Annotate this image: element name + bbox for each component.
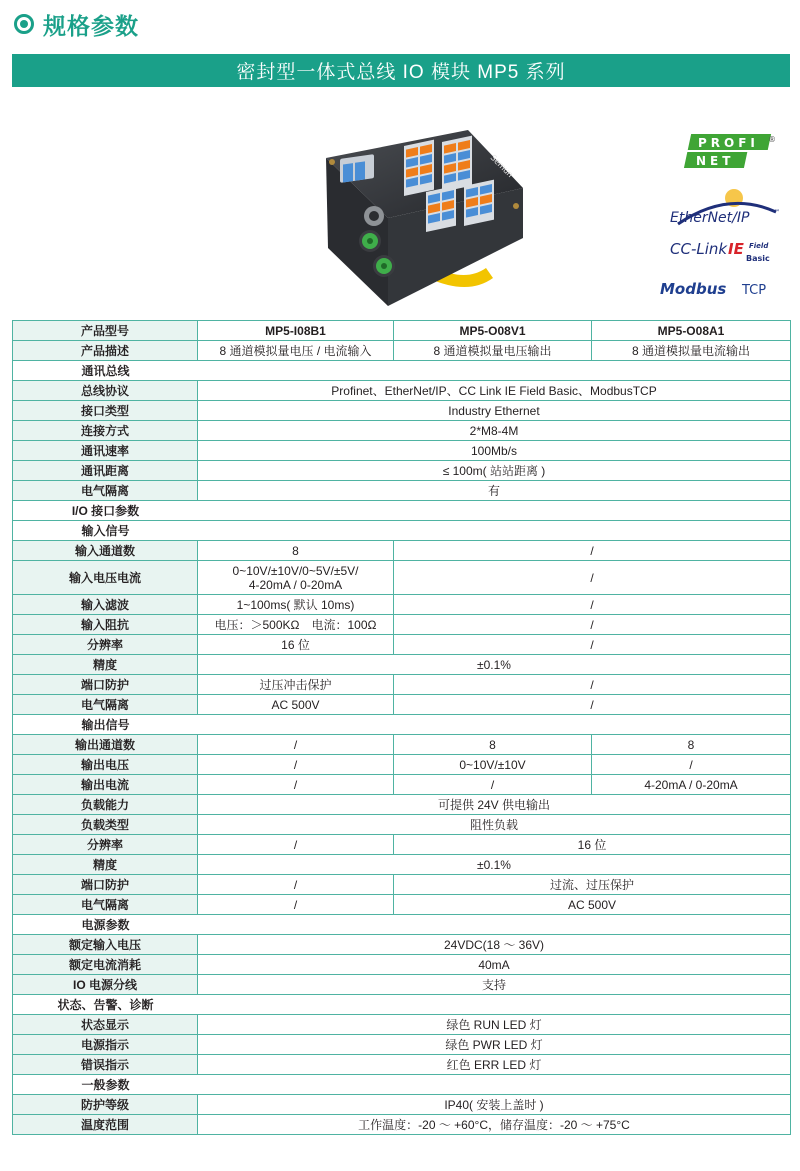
table-row	[13, 735, 791, 755]
section-title: 状态、告警、诊断	[57, 997, 154, 1012]
row-label: 产品描述	[13, 341, 198, 361]
row-label: 精度	[13, 855, 198, 875]
table-row	[13, 401, 791, 421]
value-cell: Industry Ethernet	[198, 401, 791, 421]
row-label: 负载类型	[13, 815, 198, 835]
profinet-logo	[684, 134, 776, 168]
row-label: 精度	[13, 655, 198, 675]
row-label: 额定电流消耗	[13, 955, 198, 975]
section-title: I/O 接口参数	[71, 503, 140, 518]
table-row	[13, 855, 791, 875]
section-title: 输入信号	[81, 523, 130, 538]
row-label: 通讯速率	[13, 441, 198, 461]
row-label: IO 电源分线	[13, 975, 198, 995]
row-label: 温度范围	[13, 1115, 198, 1135]
table-row	[13, 675, 791, 695]
row-label: 通讯距离	[13, 461, 198, 481]
table-row	[13, 935, 791, 955]
device-brand-text: Semun	[488, 153, 515, 180]
value-cell: 24VDC(18 ～ 36V)	[198, 935, 791, 955]
value-cell: /	[198, 735, 394, 755]
table-row	[13, 755, 791, 775]
table-row	[13, 655, 791, 675]
value-line: 0~10V/±10V/0~5V/±5V/	[232, 563, 359, 578]
section-row	[13, 1075, 791, 1095]
table-row	[13, 875, 791, 895]
value-cell: /	[394, 595, 791, 615]
section-title: 一般参数	[81, 1077, 130, 1092]
table-row	[13, 341, 791, 361]
table-row	[13, 1015, 791, 1035]
value-cell: ±0.1%	[198, 855, 791, 875]
row-label: 输入通道数	[13, 541, 198, 561]
row-label: 分辨率	[13, 835, 198, 855]
row-label: 产品型号	[13, 321, 198, 341]
cclink-logo	[670, 240, 770, 263]
value-cell: 16 位	[198, 635, 394, 655]
value-cell: /	[198, 895, 394, 915]
value-cell: 8	[592, 735, 791, 755]
row-label: 端口防护	[13, 675, 198, 695]
row-label: 输入电压电流	[13, 561, 198, 595]
cclink-basic-text: Basic	[746, 254, 770, 263]
table-row	[13, 1035, 791, 1055]
section-title: 输出信号	[81, 717, 130, 732]
row-label: 防护等级	[13, 1095, 198, 1115]
value-cell: 100Mb/s	[198, 441, 791, 461]
value-cell: /	[394, 775, 592, 795]
table-row	[13, 595, 791, 615]
row-label: 总线协议	[13, 381, 198, 401]
section-heading	[14, 6, 139, 42]
row-label: 负载能力	[13, 795, 198, 815]
value-cell: 电压：＞500KΩ 电流：100Ω	[198, 615, 394, 635]
value-cell: ±0.1%	[198, 655, 791, 675]
row-label: 额定输入电压	[13, 935, 198, 955]
cclink-field-text: Field	[749, 242, 769, 250]
desc-cell: 8 通道模拟量电流输出	[592, 341, 791, 361]
row-label: 输出电流	[13, 775, 198, 795]
section-heading-text: 规格参数	[43, 12, 139, 39]
value-cell	[198, 561, 394, 595]
model-cell: MP5-O08A1	[592, 321, 791, 341]
product-image	[318, 128, 530, 308]
value-cell: ≤ 100m( 站站距离 )	[198, 461, 791, 481]
table-row	[13, 815, 791, 835]
table-row	[13, 441, 791, 461]
value-cell: AC 500V	[198, 695, 394, 715]
cclink-ie-text: IE	[728, 240, 744, 258]
value-cell: 1~100ms( 默认 10ms)	[198, 595, 394, 615]
row-label: 电源指示	[13, 1035, 198, 1055]
section-row	[13, 361, 791, 381]
value-cell: AC 500V	[394, 895, 791, 915]
table-row	[13, 381, 791, 401]
profinet-bottom-text: NET	[696, 154, 735, 168]
protocol-logos	[658, 130, 782, 300]
modbus-tcp-text: TCP	[742, 283, 767, 298]
table-row	[13, 975, 791, 995]
value-cell: 8	[198, 541, 394, 561]
value-cell: 0~10V/±10V	[394, 755, 592, 775]
value-cell: 绿色 RUN LED 灯	[198, 1015, 791, 1035]
row-label: 输入滤波	[13, 595, 198, 615]
value-cell: /	[198, 755, 394, 775]
value-cell: /	[198, 775, 394, 795]
ethernetip-text: EtherNet/IP	[670, 210, 750, 226]
section-row	[13, 995, 791, 1015]
value-cell: 过流、过压保护	[394, 875, 791, 895]
section-row	[13, 501, 791, 521]
spec-table	[12, 320, 791, 1135]
table-row	[13, 421, 791, 441]
value-cell: IP40( 安装上盖时 )	[198, 1095, 791, 1115]
row-label: 电气隔离	[13, 695, 198, 715]
row-label: 状态显示	[13, 1015, 198, 1035]
value-cell: 工作温度：-20 ～ +60°C，储存温度：-20 ～ +75°C	[198, 1115, 791, 1135]
section-row	[13, 521, 791, 541]
table-row	[13, 541, 791, 561]
cclink-text: CC-Link	[670, 240, 728, 258]
desc-cell: 8 通道模拟量电压 / 电流输入	[198, 341, 394, 361]
row-label: 接口类型	[13, 401, 198, 421]
table-row	[13, 1115, 791, 1135]
value-cell: 有	[198, 481, 791, 501]
section-title: 通讯总线	[81, 363, 130, 378]
table-row	[13, 1055, 791, 1075]
ethernetip-logo	[670, 189, 780, 226]
row-label: 连接方式	[13, 421, 198, 441]
value-cell: Profinet、EtherNet/IP、CC Link IE Field Basic、ModbusTCP	[198, 381, 791, 401]
value-cell: 阻性负载	[198, 815, 791, 835]
value-cell: 红色 ERR LED 灯	[198, 1055, 791, 1075]
row-label: 错误指示	[13, 1055, 198, 1075]
value-cell: 4-20mA / 0-20mA	[592, 775, 791, 795]
value-cell: /	[394, 541, 791, 561]
value-cell: /	[394, 561, 791, 595]
value-cell: /	[394, 635, 791, 655]
row-label: 输出通道数	[13, 735, 198, 755]
table-row	[13, 695, 791, 715]
table-row	[13, 615, 791, 635]
section-row	[13, 715, 791, 735]
value-cell: /	[198, 835, 394, 855]
row-label: 端口防护	[13, 875, 198, 895]
section-row	[13, 915, 791, 935]
table-row	[13, 561, 791, 595]
model-cell: MP5-I08B1	[198, 321, 394, 341]
value-cell: /	[198, 875, 394, 895]
value-line: 4-20mA / 0-20mA	[248, 577, 343, 592]
value-cell: 8	[394, 735, 592, 755]
table-row	[13, 481, 791, 501]
modbus-text: Modbus	[660, 280, 727, 298]
circle-bullet-icon	[14, 14, 34, 34]
value-cell: 40mA	[198, 955, 791, 975]
table-row	[13, 321, 791, 341]
row-label: 电气隔离	[13, 895, 198, 915]
table-row	[13, 835, 791, 855]
product-series-banner: 密封型一体式总线 IO 模块 MP5 系列	[12, 54, 790, 87]
profinet-reg-text: ®	[768, 135, 776, 144]
section-title: 电源参数	[81, 917, 130, 932]
desc-cell: 8 通道模拟量电压输出	[394, 341, 592, 361]
ethernetip-tm-text: ™	[774, 209, 780, 216]
value-cell: 16 位	[394, 835, 791, 855]
table-row	[13, 775, 791, 795]
value-cell: 支持	[198, 975, 791, 995]
row-label: 电气隔离	[13, 481, 198, 501]
table-row	[13, 1095, 791, 1115]
row-label: 分辨率	[13, 635, 198, 655]
table-row	[13, 461, 791, 481]
row-label: 输入阻抗	[13, 615, 198, 635]
profinet-top-text: PROFI	[698, 136, 759, 150]
value-cell: /	[592, 755, 791, 775]
value-cell: 可提供 24V 供电输出	[198, 795, 791, 815]
modbus-tcp-logo	[660, 280, 766, 298]
table-row	[13, 635, 791, 655]
value-cell: 过压冲击保护	[198, 675, 394, 695]
table-row	[13, 955, 791, 975]
value-cell: /	[394, 695, 791, 715]
table-row	[13, 795, 791, 815]
table-row	[13, 895, 791, 915]
value-cell: 绿色 PWR LED 灯	[198, 1035, 791, 1055]
model-cell: MP5-O08V1	[394, 321, 592, 341]
value-cell: /	[394, 615, 791, 635]
value-cell: /	[394, 675, 791, 695]
value-cell: 2*M8-4M	[198, 421, 791, 441]
row-label: 输出电压	[13, 755, 198, 775]
